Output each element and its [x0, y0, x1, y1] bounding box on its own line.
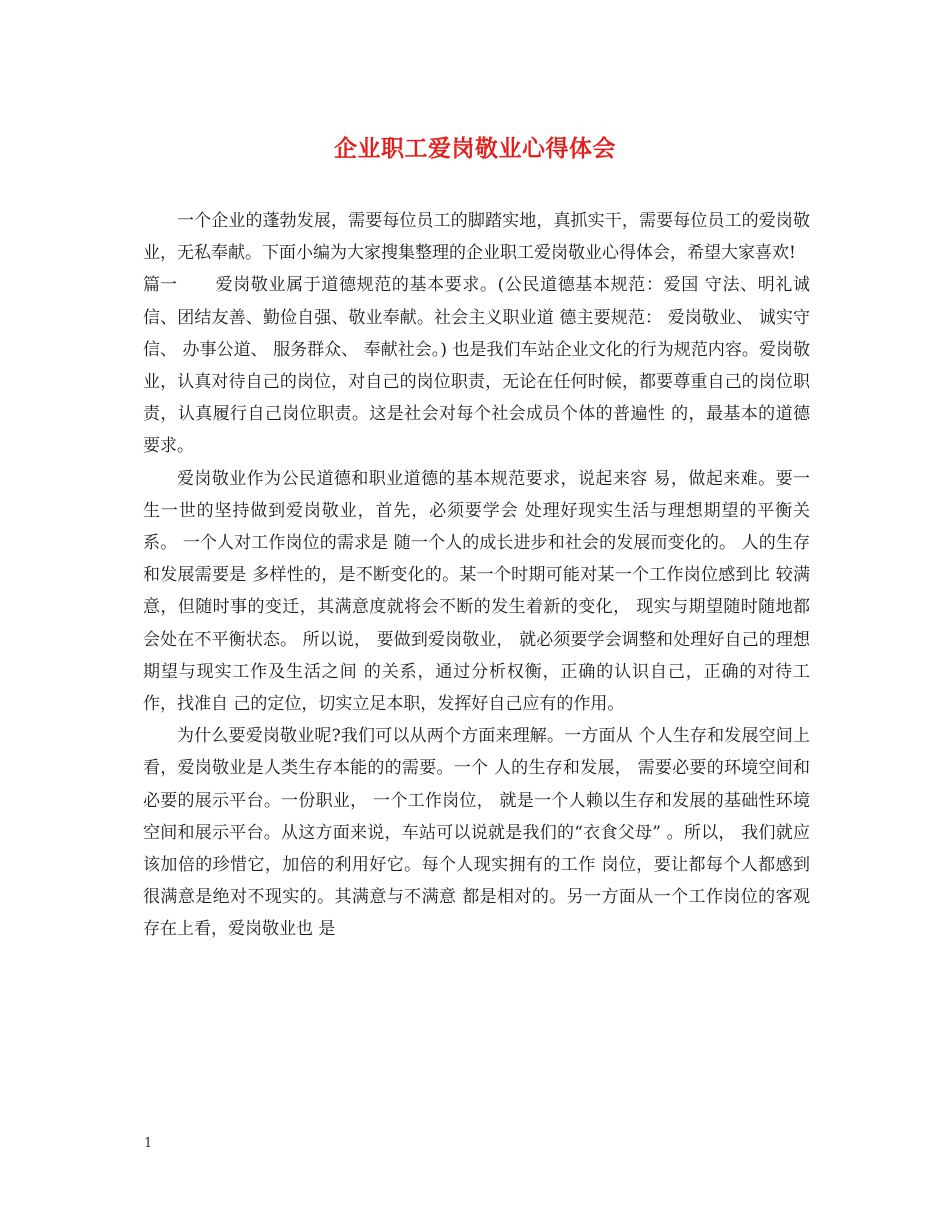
chapter-one-text: 爱岗敬业属于道德规范的基本要求。(公民道德基本规范：爱国 守法、明礼诚信、团结友善、勤俭自强、敬业奉献。社会主义职业道 德主要规范： 爱岗敬业、 诚实守信、 办事公道、 服务群众、 奉献社会。) 也是我们车站企业文化的行为规范内容。爱岗敬业，认真对待自己的岗位，对自己的岗位职责，无论在任何时候，都要尊重自己的岗位职 责，认真履行自己岗位职责。这是社会对每个社会成员个体的普遍性 的，最基本的道德要求。 — [143, 275, 810, 457]
chapter-label: 篇一 — [143, 275, 177, 296]
intro-paragraph: 一个企业的蓬勃发展，需要每位员工的脚踏实地，真抓实干，需要每位员工的爱岗敬业，无私奉献。下面小编为大家搜集整理的企业职工爱岗敬业心得体会，希望大家喜欢! — [143, 211, 810, 264]
third-paragraph: 为什么要爱岗敬业呢?我们可以从两个方面来理解。一方面从 个人生存和发展空间上看，爱岗敬业是人类生存本能的的需要。一个 人的生存和发展， 需要必要的环境空间和必要的展示平台。一份职业， 一个工作岗位， 就是一个人赖以生存和发展的基础性环境空间和展示平台。从这方面来说，车站可以说就是我们的“衣食父母” 。所以， 我们就应该加倍的珍惜它，加倍的利用好它。每个人现实拥有的工作 岗位，要让都每个人都感到很满意是绝对不现实的。其满意与不满意 都是相对的。另一方面从一个工作岗位的客观存在上看，爱岗敬业也 是 — [143, 726, 810, 940]
document-body — [143, 205, 810, 946]
chapter-one-paragraph — [143, 269, 810, 462]
page-number: 1 — [144, 1136, 153, 1151]
second-paragraph: 爱岗敬业作为公民道德和职业道德的基本规范要求，说起来容 易，做起来难。要一生一世的坚持做到爱岗敬业，首先，必须要学会 处理好现实生活与理想期望的平衡关系。 一个人对工作岗位的需求是 随一个人的成长进步和社会的发展而变化的。 人的生存和发展需要是 多样性的，是不断变化的。某一个时期可能对某一个工作岗位感到比 较满意，但随时事的变迁，其满意度就将会不断的发生着新的变化， 现实与期望随时随地都会处在不平衡状态。 所以说， 要做到爱岗敬业， 就必须要学会调整和处理好自己的理想期望与现实工作及生活之间 的关系，通过分析权衡，正确的认识自己，正确的对待工作，找准自 己的定位，切实立足本职，发挥好自己应有的作用。 — [143, 468, 810, 715]
document-title: 企业职工爱岗敬业心得体会 — [334, 135, 616, 162]
